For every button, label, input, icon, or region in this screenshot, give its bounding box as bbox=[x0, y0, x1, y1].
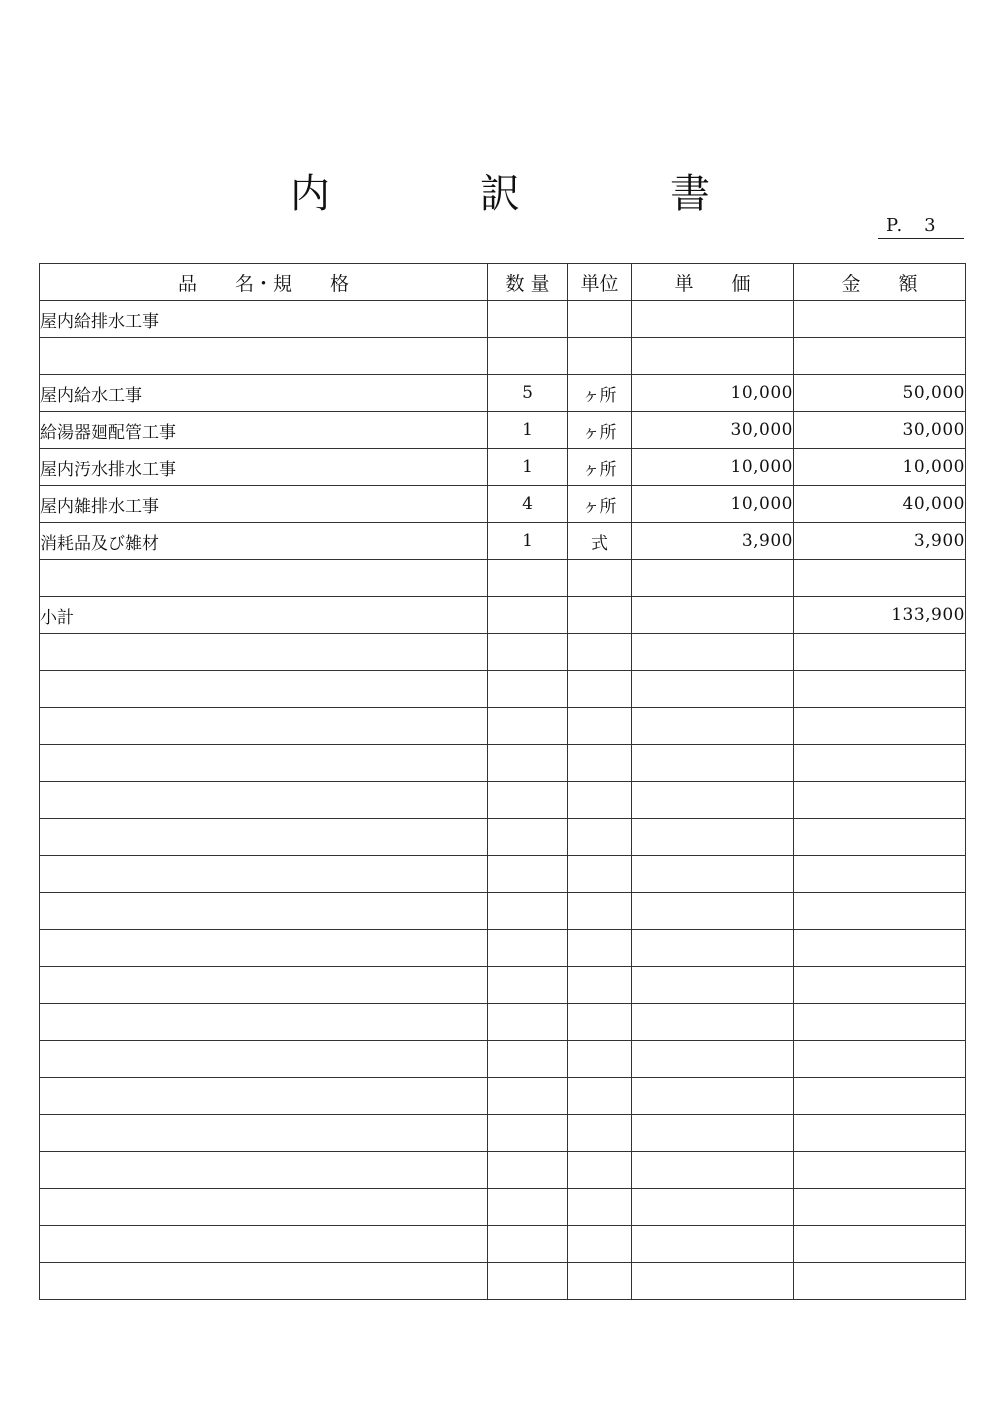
amount-cell: 50,000 bbox=[794, 375, 966, 412]
amount-cell: 3,900 bbox=[794, 523, 966, 560]
quantity-cell bbox=[488, 597, 568, 634]
quantity-cell bbox=[488, 967, 568, 1004]
unit-price-cell: 10,000 bbox=[632, 449, 794, 486]
amount-cell bbox=[794, 1115, 966, 1152]
table-row bbox=[40, 486, 966, 523]
item-name-cell bbox=[40, 745, 488, 782]
quantity-cell bbox=[488, 1115, 568, 1152]
unit-cell: ヶ所 bbox=[568, 486, 632, 523]
table-row bbox=[40, 856, 966, 893]
unit-price-cell bbox=[632, 338, 794, 375]
item-name-cell bbox=[40, 1263, 488, 1300]
unit-price-cell bbox=[632, 1226, 794, 1263]
quantity-cell bbox=[488, 819, 568, 856]
unit-price-cell bbox=[632, 1152, 794, 1189]
item-name-cell bbox=[40, 819, 488, 856]
table-row bbox=[40, 412, 966, 449]
table-body bbox=[40, 301, 966, 1300]
amount-cell bbox=[794, 967, 966, 1004]
amount-cell bbox=[794, 782, 966, 819]
unit-cell: 式 bbox=[568, 523, 632, 560]
header-unit-price: 単 価 bbox=[632, 264, 794, 301]
unit-cell bbox=[568, 1263, 632, 1300]
unit-price-cell: 30,000 bbox=[632, 412, 794, 449]
unit-price-cell bbox=[632, 560, 794, 597]
item-name-cell bbox=[40, 671, 488, 708]
unit-cell bbox=[568, 301, 632, 338]
quantity-cell: 1 bbox=[488, 412, 568, 449]
table-row bbox=[40, 893, 966, 930]
item-name-cell: 屋内汚水排水工事 bbox=[40, 449, 488, 486]
item-name-cell bbox=[40, 338, 488, 375]
unit-price-cell bbox=[632, 893, 794, 930]
quantity-cell bbox=[488, 930, 568, 967]
table-row bbox=[40, 375, 966, 412]
unit-cell bbox=[568, 1189, 632, 1226]
quantity-cell bbox=[488, 1152, 568, 1189]
unit-price-cell bbox=[632, 856, 794, 893]
amount-cell bbox=[794, 1004, 966, 1041]
unit-price-cell bbox=[632, 671, 794, 708]
table-row bbox=[40, 1078, 966, 1115]
quantity-cell bbox=[488, 1263, 568, 1300]
amount-cell: 133,900 bbox=[794, 597, 966, 634]
amount-cell bbox=[794, 745, 966, 782]
quantity-cell bbox=[488, 745, 568, 782]
amount-cell bbox=[794, 634, 966, 671]
table-row bbox=[40, 1115, 966, 1152]
table-row bbox=[40, 1189, 966, 1226]
header-quantity: 数 量 bbox=[488, 264, 568, 301]
quantity-cell bbox=[488, 893, 568, 930]
unit-cell bbox=[568, 597, 632, 634]
item-name-cell bbox=[40, 1004, 488, 1041]
unit-price-cell bbox=[632, 930, 794, 967]
item-name-cell bbox=[40, 1189, 488, 1226]
unit-cell bbox=[568, 782, 632, 819]
amount-cell bbox=[794, 301, 966, 338]
amount-cell bbox=[794, 1041, 966, 1078]
item-name-cell bbox=[40, 1152, 488, 1189]
amount-cell bbox=[794, 671, 966, 708]
page-number: P. 3 bbox=[878, 214, 964, 239]
unit-cell bbox=[568, 1226, 632, 1263]
item-name-cell bbox=[40, 1226, 488, 1263]
unit-cell bbox=[568, 708, 632, 745]
table-row bbox=[40, 782, 966, 819]
unit-cell bbox=[568, 671, 632, 708]
item-name-cell bbox=[40, 893, 488, 930]
quantity-cell bbox=[488, 856, 568, 893]
unit-cell bbox=[568, 819, 632, 856]
unit-price-cell bbox=[632, 819, 794, 856]
amount-cell: 40,000 bbox=[794, 486, 966, 523]
table-row bbox=[40, 819, 966, 856]
amount-cell bbox=[794, 1189, 966, 1226]
unit-price-cell bbox=[632, 634, 794, 671]
unit-cell bbox=[568, 1152, 632, 1189]
table-header-row bbox=[40, 264, 966, 301]
item-name-cell bbox=[40, 1115, 488, 1152]
unit-price-cell bbox=[632, 1004, 794, 1041]
amount-cell bbox=[794, 819, 966, 856]
unit-cell bbox=[568, 1041, 632, 1078]
quantity-cell bbox=[488, 1078, 568, 1115]
amount-cell bbox=[794, 893, 966, 930]
header-item-name: 品 名・規 格 bbox=[40, 264, 488, 301]
amount-cell bbox=[794, 856, 966, 893]
item-name-cell bbox=[40, 782, 488, 819]
breakdown-table bbox=[39, 263, 966, 1300]
table-row bbox=[40, 708, 966, 745]
unit-price-cell bbox=[632, 967, 794, 1004]
unit-price-cell bbox=[632, 745, 794, 782]
quantity-cell bbox=[488, 708, 568, 745]
quantity-cell bbox=[488, 1226, 568, 1263]
item-name-cell: 消耗品及び雑材 bbox=[40, 523, 488, 560]
document-title: 内 訳 書 bbox=[290, 171, 765, 217]
unit-price-cell bbox=[632, 1041, 794, 1078]
item-name-cell bbox=[40, 930, 488, 967]
unit-cell bbox=[568, 893, 632, 930]
amount-cell bbox=[794, 1226, 966, 1263]
table-row bbox=[40, 560, 966, 597]
unit-price-cell bbox=[632, 1078, 794, 1115]
table-row bbox=[40, 338, 966, 375]
unit-cell bbox=[568, 1115, 632, 1152]
amount-cell bbox=[794, 338, 966, 375]
header-unit: 単位 bbox=[568, 264, 632, 301]
unit-price-cell bbox=[632, 708, 794, 745]
amount-cell bbox=[794, 1078, 966, 1115]
item-name-cell bbox=[40, 856, 488, 893]
unit-cell bbox=[568, 338, 632, 375]
table-row bbox=[40, 1152, 966, 1189]
item-name-cell: 屋内雑排水工事 bbox=[40, 486, 488, 523]
amount-cell bbox=[794, 1263, 966, 1300]
quantity-cell: 4 bbox=[488, 486, 568, 523]
amount-cell bbox=[794, 708, 966, 745]
unit-cell bbox=[568, 967, 632, 1004]
unit-price-cell: 10,000 bbox=[632, 486, 794, 523]
table-row bbox=[40, 597, 966, 634]
item-name-cell: 給湯器廻配管工事 bbox=[40, 412, 488, 449]
unit-price-cell bbox=[632, 1115, 794, 1152]
amount-cell bbox=[794, 930, 966, 967]
unit-cell: ヶ所 bbox=[568, 449, 632, 486]
item-name-cell: 小計 bbox=[40, 597, 488, 634]
unit-cell bbox=[568, 745, 632, 782]
unit-price-cell bbox=[632, 597, 794, 634]
amount-cell bbox=[794, 560, 966, 597]
quantity-cell bbox=[488, 338, 568, 375]
amount-cell: 10,000 bbox=[794, 449, 966, 486]
quantity-cell bbox=[488, 1041, 568, 1078]
unit-price-cell bbox=[632, 1263, 794, 1300]
quantity-cell bbox=[488, 560, 568, 597]
table-row bbox=[40, 967, 966, 1004]
quantity-cell bbox=[488, 1189, 568, 1226]
unit-cell bbox=[568, 634, 632, 671]
table-row bbox=[40, 634, 966, 671]
amount-cell: 30,000 bbox=[794, 412, 966, 449]
table-row bbox=[40, 745, 966, 782]
unit-price-cell: 3,900 bbox=[632, 523, 794, 560]
item-name-cell bbox=[40, 1078, 488, 1115]
unit-cell bbox=[568, 856, 632, 893]
unit-price-cell bbox=[632, 301, 794, 338]
unit-cell: ヶ所 bbox=[568, 412, 632, 449]
table-row bbox=[40, 1004, 966, 1041]
item-name-cell bbox=[40, 634, 488, 671]
unit-cell bbox=[568, 1004, 632, 1041]
unit-cell bbox=[568, 930, 632, 967]
item-name-cell bbox=[40, 967, 488, 1004]
table-row bbox=[40, 930, 966, 967]
item-name-cell: 屋内給排水工事 bbox=[40, 301, 488, 338]
table-row bbox=[40, 1263, 966, 1300]
amount-cell bbox=[794, 1152, 966, 1189]
quantity-cell bbox=[488, 671, 568, 708]
unit-price-cell bbox=[632, 782, 794, 819]
quantity-cell: 1 bbox=[488, 523, 568, 560]
unit-cell bbox=[568, 1078, 632, 1115]
table-row bbox=[40, 671, 966, 708]
item-name-cell bbox=[40, 708, 488, 745]
quantity-cell: 5 bbox=[488, 375, 568, 412]
table-row bbox=[40, 1226, 966, 1263]
quantity-cell bbox=[488, 634, 568, 671]
unit-cell bbox=[568, 560, 632, 597]
quantity-cell bbox=[488, 782, 568, 819]
table-row bbox=[40, 1041, 966, 1078]
quantity-cell bbox=[488, 1004, 568, 1041]
table-row bbox=[40, 301, 966, 338]
header-amount: 金 額 bbox=[794, 264, 966, 301]
unit-price-cell bbox=[632, 1189, 794, 1226]
unit-cell: ヶ所 bbox=[568, 375, 632, 412]
quantity-cell: 1 bbox=[488, 449, 568, 486]
item-name-cell bbox=[40, 560, 488, 597]
table-row bbox=[40, 449, 966, 486]
quantity-cell bbox=[488, 301, 568, 338]
table-row bbox=[40, 523, 966, 560]
unit-price-cell: 10,000 bbox=[632, 375, 794, 412]
item-name-cell: 屋内給水工事 bbox=[40, 375, 488, 412]
item-name-cell bbox=[40, 1041, 488, 1078]
